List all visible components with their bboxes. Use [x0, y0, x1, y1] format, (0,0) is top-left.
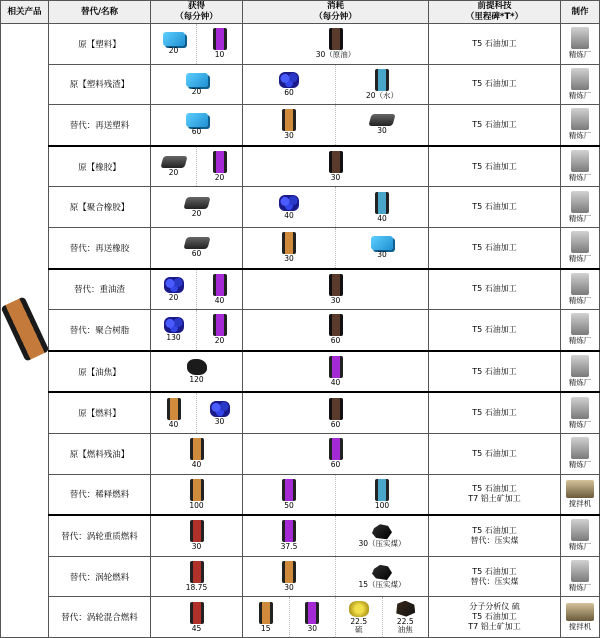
blender-icon [566, 480, 594, 498]
tech-line: T5 石油加工 [472, 612, 517, 622]
obtain-item [151, 270, 197, 310]
table-row [1, 227, 600, 268]
copper-item-icon [190, 479, 204, 501]
building-label: 精炼厂 [568, 131, 592, 141]
obtain-cell [151, 269, 243, 310]
tech-line: T5 石油加工 [472, 324, 517, 334]
tech-line: T5 石油加工 [472, 161, 517, 171]
recipe-name: 替代：涡轮混合燃料 [49, 597, 151, 638]
recipe-name: 原【燃料】 [49, 392, 151, 433]
building-label: 搅拌机 [568, 498, 592, 508]
table-row [1, 474, 600, 515]
blue-item-icon [186, 73, 208, 87]
refinery-icon [571, 27, 589, 49]
copper-item-icon [282, 109, 296, 131]
tech-line: T5 石油加工 [472, 484, 517, 494]
consume-amount: 60 [330, 336, 341, 346]
tech-line: T7 铝土矿加工 [468, 494, 521, 504]
consume-item [336, 475, 428, 515]
prerequisite-tech [429, 310, 561, 351]
tech-line: 替代：压实煤 [470, 535, 519, 545]
consume-item [336, 597, 383, 637]
table-row [1, 146, 600, 187]
obtain-cell [151, 105, 243, 146]
consume-item [243, 434, 428, 474]
prerequisite-tech [429, 146, 561, 187]
table-row [1, 105, 600, 146]
related-product-cell [1, 24, 49, 638]
obtain-cell [151, 227, 243, 268]
tech-line: T7 铝土矿加工 [468, 622, 521, 632]
obtain-item [151, 434, 242, 474]
coal-item-icon [372, 564, 392, 580]
obtain-item [151, 597, 242, 637]
coal-item-icon [372, 523, 392, 539]
building-label: 精炼厂 [568, 173, 592, 183]
obtain-item [151, 228, 242, 268]
tech-line: 替代：压实煤 [470, 576, 519, 586]
building-cell [561, 474, 600, 515]
recipe-name: 原【燃料残油】 [49, 433, 151, 474]
consume-item [243, 187, 336, 227]
consume-amount: 37.5 [280, 542, 298, 552]
consume-item [243, 147, 428, 187]
prerequisite-tech [429, 597, 561, 638]
consume-item [336, 557, 428, 597]
teal-item-icon [375, 192, 389, 214]
consume-amount: 100 [374, 500, 390, 510]
purple-item-icon [329, 438, 343, 460]
consume-cell [243, 392, 429, 433]
consume-amount: 30 [330, 173, 341, 183]
obtain-amount: 20 [214, 173, 225, 183]
header-make: 制作 [561, 1, 600, 24]
consume-item [243, 24, 428, 64]
beads-item-icon [164, 277, 184, 293]
table-row [1, 269, 600, 310]
consume-amount: 40 [377, 213, 387, 223]
beads-item-icon [279, 195, 299, 211]
recipe-name: 替代：涡轮重质燃料 [49, 515, 151, 556]
obtain-item [151, 24, 197, 64]
obtain-amount: 60 [191, 249, 202, 259]
obtain-item [197, 310, 242, 350]
building-cell [561, 146, 600, 187]
consume-amount: 30 [284, 131, 294, 141]
red-item-icon [190, 602, 204, 624]
consume-item [243, 393, 428, 433]
consume-cell [243, 105, 429, 146]
recipe-name: 替代：涡轮燃料 [49, 556, 151, 597]
obtain-cell [151, 310, 243, 351]
obtain-amount: 20 [168, 46, 179, 56]
obtain-item [197, 393, 242, 433]
dark-item-icon [329, 274, 343, 296]
fuel-barrel-icon [1, 297, 49, 362]
consume-cell [243, 269, 429, 310]
obtain-cell [151, 146, 243, 187]
blue-item-icon [186, 113, 208, 127]
obtain-amount: 20 [168, 168, 179, 178]
obtain-cell [151, 515, 243, 556]
coke-item-icon [187, 359, 207, 375]
refinery-icon [571, 231, 589, 253]
teal-item-icon [375, 479, 389, 501]
recipe-name: 原【塑料残渣】 [49, 64, 151, 105]
building-cell [561, 310, 600, 351]
table-row [1, 187, 600, 228]
consume-cell [243, 351, 429, 393]
building-label: 搅拌机 [568, 621, 592, 631]
header-related: 相关产品 [1, 1, 49, 24]
consume-item [336, 228, 428, 268]
consume-item [336, 105, 428, 145]
header-alt-name: 替代/名称 [49, 1, 151, 24]
obtain-amount: 20 [168, 292, 179, 302]
purple-item-icon [282, 479, 296, 501]
prerequisite-tech [429, 269, 561, 310]
blender-icon [566, 603, 594, 621]
refinery-icon [571, 313, 589, 335]
consume-cell [243, 515, 429, 556]
consume-amount: 15（压实煤） [358, 580, 406, 590]
copper-item-icon [167, 398, 181, 420]
refinery-icon [571, 437, 589, 459]
obtain-item [197, 270, 242, 310]
consume-item [243, 65, 336, 105]
building-cell [561, 269, 600, 310]
obtain-item [151, 65, 242, 105]
obtain-amount: 120 [189, 375, 204, 385]
obtain-amount: 20 [191, 208, 202, 218]
prerequisite-tech [429, 105, 561, 146]
building-cell [561, 433, 600, 474]
table-row [1, 433, 600, 474]
purple-item-icon [213, 151, 227, 173]
obtain-item [151, 393, 197, 433]
recipe-name: 原【塑料】 [49, 24, 151, 65]
building-cell [561, 515, 600, 556]
building-cell [561, 597, 600, 638]
consume-amount: 60 [330, 419, 341, 429]
obtain-amount: 20 [191, 86, 202, 96]
consume-cell [243, 310, 429, 351]
consume-item [243, 270, 428, 310]
consume-cell [243, 433, 429, 474]
purple-item-icon [282, 520, 296, 542]
obtain-item [197, 147, 242, 187]
obtain-cell [151, 64, 243, 105]
tech-line: T5 石油加工 [472, 242, 517, 252]
obtain-item [197, 24, 242, 64]
refinery-icon [571, 150, 589, 172]
consume-amount: 30（原油） [315, 50, 356, 60]
consume-cell [243, 474, 429, 515]
building-cell [561, 24, 600, 65]
building-cell [561, 351, 600, 393]
rubber-item-icon [160, 156, 187, 168]
obtain-amount: 18.75 [185, 583, 208, 593]
building-cell [561, 105, 600, 146]
obtain-item [151, 147, 197, 187]
consume-item [383, 597, 429, 637]
obtain-amount: 130 [166, 333, 181, 343]
prerequisite-tech [429, 556, 561, 597]
copper-item-icon [282, 232, 296, 254]
building-label: 精炼厂 [568, 213, 592, 223]
copper-item-icon [259, 602, 273, 624]
consume-item [243, 516, 336, 556]
obtain-cell [151, 392, 243, 433]
tech-line: T5 石油加工 [472, 202, 517, 212]
consume-item [243, 352, 428, 392]
consume-amount: 50 [284, 500, 294, 510]
obtain-amount: 60 [191, 127, 202, 137]
obtain-amount: 20 [214, 336, 225, 346]
obtain-cell [151, 187, 243, 228]
consume-item [243, 105, 336, 145]
tech-line: T5 石油加工 [472, 566, 517, 576]
obtain-item [151, 187, 242, 227]
recipe-name: 替代：再送橡胶 [49, 227, 151, 268]
obtain-item [151, 557, 242, 597]
obtain-amount: 45 [191, 623, 202, 633]
beads-item-icon [210, 401, 230, 417]
building-cell [561, 64, 600, 105]
tech-line: T5 石油加工 [472, 79, 517, 89]
tech-line: 分子分析仪 硫 [469, 602, 520, 612]
header-obtain: 获得 （每分钟） [151, 1, 243, 24]
blue-item-icon [163, 32, 185, 46]
consume-cell [243, 556, 429, 597]
consume-cell [243, 187, 429, 228]
consume-cell [243, 597, 429, 638]
tech-line: T5 石油加工 [472, 525, 517, 535]
dark-item-icon [329, 314, 343, 336]
refinery-icon [571, 355, 589, 377]
refinery-icon [571, 191, 589, 213]
building-label: 精炼厂 [568, 295, 592, 305]
consume-amount: 40 [330, 378, 341, 388]
consume-amount: 30 [307, 623, 318, 633]
tech-line: T5 石油加工 [472, 408, 517, 418]
building-cell [561, 556, 600, 597]
consume-item [336, 516, 428, 556]
table-row [1, 24, 600, 65]
building-label: 精炼厂 [568, 419, 592, 429]
rubber-item-icon [183, 237, 210, 249]
recipe-name: 替代：稀释燃料 [49, 474, 151, 515]
consume-item [290, 597, 337, 637]
obtain-amount: 100 [189, 500, 204, 510]
building-label: 精炼厂 [568, 336, 592, 346]
prerequisite-tech [429, 433, 561, 474]
obtain-amount: 40 [191, 460, 202, 470]
prerequisite-tech [429, 474, 561, 515]
copper-item-icon [190, 438, 204, 460]
prerequisite-tech [429, 227, 561, 268]
tech-line: T5 石油加工 [472, 284, 517, 294]
consume-item [243, 557, 336, 597]
obtain-amount: 30 [214, 416, 225, 426]
purple-item-icon [329, 356, 343, 378]
red-item-icon [190, 520, 204, 542]
table-row [1, 310, 600, 351]
obtain-cell [151, 597, 243, 638]
obtain-item [151, 352, 242, 392]
table-row [1, 392, 600, 433]
table-row [1, 351, 600, 393]
sulfur-item-icon [349, 601, 369, 617]
refinery-icon [571, 108, 589, 130]
prerequisite-tech [429, 24, 561, 65]
consume-amount: 20（水） [365, 90, 399, 100]
obtain-amount: 10 [214, 50, 225, 60]
purple-item-icon [213, 28, 227, 50]
teal-item-icon [375, 69, 389, 91]
recipe-name: 替代：重油渣 [49, 269, 151, 310]
building-label: 精炼厂 [568, 378, 592, 388]
rubber-item-icon [183, 197, 210, 209]
table-row [1, 556, 600, 597]
consume-item [336, 65, 428, 105]
purple-item-icon [213, 314, 227, 336]
bauxite-item-icon [395, 601, 415, 617]
consume-cell [243, 64, 429, 105]
tech-line: T5 石油加工 [472, 38, 517, 48]
table-row [1, 597, 600, 638]
table-row [1, 64, 600, 105]
obtain-cell [151, 474, 243, 515]
obtain-cell [151, 24, 243, 65]
building-label: 精炼厂 [568, 460, 592, 470]
recipe-name: 原【油焦】 [49, 351, 151, 393]
purple-item-icon [213, 274, 227, 296]
consume-amount: 60 [330, 460, 341, 470]
building-cell [561, 187, 600, 228]
consume-cell [243, 146, 429, 187]
prerequisite-tech [429, 392, 561, 433]
refinery-icon [571, 273, 589, 295]
obtain-cell [151, 556, 243, 597]
red-item-icon [190, 561, 204, 583]
consume-amount: 15 [260, 623, 271, 633]
building-label: 精炼厂 [568, 254, 592, 264]
obtain-item [151, 105, 242, 145]
consume-item [243, 597, 290, 637]
consume-item [243, 475, 336, 515]
consume-amount: 22.5 油焦 [396, 616, 414, 634]
consume-amount: 30 [377, 126, 387, 136]
consume-amount: 22.5 硫 [350, 616, 368, 634]
obtain-amount: 40 [214, 295, 225, 305]
recipe-name: 原【橡胶】 [49, 146, 151, 187]
refinery-icon [571, 68, 589, 90]
header-tech: 前提科技 （里程碑*T*） [429, 1, 561, 24]
dark-item-icon [329, 28, 343, 50]
consume-amount: 30 [330, 295, 341, 305]
building-label: 精炼厂 [568, 583, 592, 593]
prerequisite-tech [429, 515, 561, 556]
consume-amount: 60 [284, 87, 294, 97]
consume-amount: 30（压实煤） [358, 539, 406, 549]
recipe-name: 原【聚合橡胶】 [49, 187, 151, 228]
consume-amount: 30 [284, 583, 294, 593]
obtain-cell [151, 433, 243, 474]
consume-amount: 30 [377, 250, 387, 260]
building-label: 精炼厂 [568, 90, 592, 100]
table-row [1, 515, 600, 556]
rubber-item-icon [368, 114, 395, 126]
building-label: 精炼厂 [568, 542, 592, 552]
obtain-cell [151, 351, 243, 393]
dark-item-icon [329, 398, 343, 420]
obtain-item [151, 475, 242, 515]
purple-item-icon [305, 602, 319, 624]
tech-line: T5 石油加工 [472, 366, 517, 376]
tech-line: T5 石油加工 [472, 448, 517, 458]
consume-amount: 40 [284, 210, 294, 220]
prerequisite-tech [429, 187, 561, 228]
prerequisite-tech [429, 64, 561, 105]
recipe-name: 替代：再送塑料 [49, 105, 151, 146]
consume-amount: 30 [284, 254, 294, 264]
header-consume: 消耗 （每分钟） [243, 1, 429, 24]
prerequisite-tech [429, 351, 561, 393]
obtain-item [151, 310, 197, 350]
obtain-amount: 30 [191, 542, 202, 552]
consume-item [243, 228, 336, 268]
consume-item [336, 187, 428, 227]
consume-cell [243, 24, 429, 65]
refinery-icon [571, 519, 589, 541]
building-cell [561, 392, 600, 433]
consume-item [243, 310, 428, 350]
beads-item-icon [164, 317, 184, 333]
recipe-name: 替代：聚合树脂 [49, 310, 151, 351]
copper-item-icon [282, 561, 296, 583]
dark-item-icon [329, 151, 343, 173]
obtain-item [151, 516, 242, 556]
obtain-amount: 40 [168, 419, 179, 429]
consume-cell [243, 227, 429, 268]
blue-item-icon [371, 236, 393, 250]
beads-item-icon [279, 72, 299, 88]
refinery-icon [571, 560, 589, 582]
refinery-icon [571, 397, 589, 419]
tech-line: T5 石油加工 [472, 119, 517, 129]
building-cell [561, 227, 600, 268]
building-label: 精炼厂 [568, 50, 592, 60]
